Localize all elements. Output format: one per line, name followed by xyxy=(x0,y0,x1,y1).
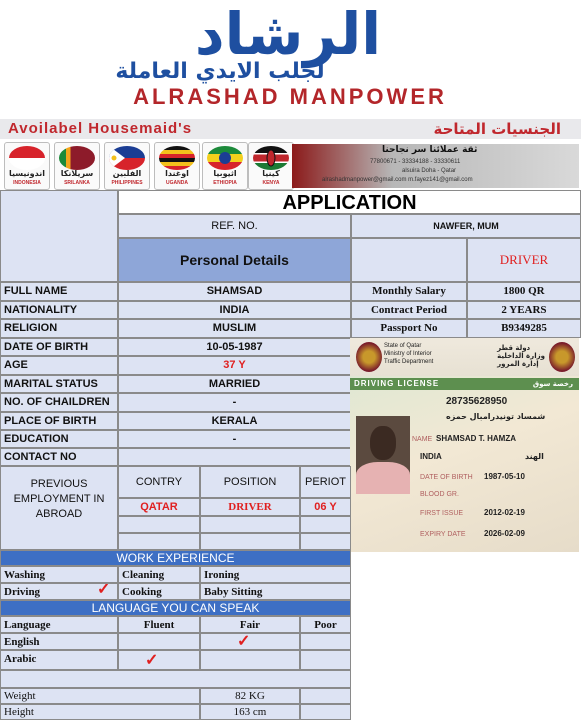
form-empty-corner xyxy=(0,190,118,282)
license-nationality-ar: الهند xyxy=(525,452,544,461)
english-poor-cell xyxy=(300,633,351,650)
education-value: - xyxy=(118,430,351,448)
personal-details-heading: Personal Details xyxy=(118,238,351,282)
arabic-poor-cell xyxy=(300,650,351,670)
work-experience-heading: WORK EXPERIENCE xyxy=(0,550,351,566)
religion-label: RELIGION xyxy=(0,319,118,338)
license-authority-ar xyxy=(497,344,545,368)
age-value: 37 Y xyxy=(118,356,351,375)
license-header xyxy=(350,338,579,376)
flag-label-ar: سريلانكا xyxy=(60,169,94,178)
children-value: - xyxy=(118,393,351,412)
contact-no-value xyxy=(118,448,351,466)
holder-face xyxy=(370,426,396,460)
company-english-name: ALRASHAD MANPOWER xyxy=(133,84,447,109)
ref-no-value: NAWFER, MUM xyxy=(351,214,581,238)
spacer-row xyxy=(0,670,351,688)
contract-label: Contract Period xyxy=(351,301,467,319)
flag-srilanka xyxy=(54,142,100,190)
weight-label: Weight xyxy=(0,688,200,704)
place-of-birth-value: KERALA xyxy=(118,412,351,430)
weight-value: 82 KG xyxy=(200,688,300,704)
education-label: EDUCATION xyxy=(0,430,118,448)
checkmark-icon: ✓ xyxy=(97,583,111,598)
skill-driving-cell xyxy=(0,583,118,600)
srilanka-flag-icon xyxy=(59,146,95,170)
license-birth-label: DATE OF BIRTH xyxy=(420,474,473,481)
driving-license-image xyxy=(350,338,579,552)
flag-label-ar: اندونيسيا xyxy=(8,169,46,178)
skill-baby-sitting: Baby Sitting xyxy=(200,583,351,600)
license-nationality: INDIA xyxy=(420,452,442,461)
flag-philippines xyxy=(104,142,150,190)
skill-cooking: Cooking xyxy=(118,583,200,600)
license-department-ar: إدارة المرور xyxy=(497,360,539,368)
col-period: PERIOT xyxy=(300,466,351,498)
prev-empty-row xyxy=(200,516,300,533)
holder-shirt xyxy=(356,462,410,494)
license-authority-en xyxy=(384,342,433,366)
prev-position-value: DRIVER xyxy=(200,498,300,516)
skill-ironing: Ironing xyxy=(200,566,351,583)
contact-banner xyxy=(292,144,579,188)
col-country: CONTRY xyxy=(118,466,200,498)
col-language: Language xyxy=(0,616,118,633)
height-label: Height xyxy=(0,704,200,720)
arabic-fair-cell xyxy=(200,650,300,670)
flag-label-ar: اوغندا xyxy=(165,169,189,178)
license-band-label-ar: رخصة سوق xyxy=(532,380,573,388)
height-extra xyxy=(300,704,351,720)
flag-ethiopia xyxy=(202,142,248,190)
height-value: 163 cm xyxy=(200,704,300,720)
date-of-birth-label: DATE OF BIRTH xyxy=(0,338,118,356)
place-of-birth-label: PLACE OF BIRTH xyxy=(0,412,118,430)
col-fair: Fair xyxy=(200,616,300,633)
contact-no-label: CONTACT NO xyxy=(0,448,118,466)
flag-kenya xyxy=(248,142,294,190)
flag-label-en: PHILIPPINES xyxy=(111,180,143,186)
arabic-fluent-cell xyxy=(118,650,200,670)
nationality-label: NATIONALITY xyxy=(0,301,118,319)
license-expiry-label: EXPIRY DATE xyxy=(420,531,466,538)
col-position: POSITION xyxy=(200,466,300,498)
license-expiry: 2026-02-09 xyxy=(484,529,525,538)
language-arabic: Arabic xyxy=(0,650,118,670)
flag-label-en: INDONESIA xyxy=(13,180,41,186)
full-name-value: SHAMSAD xyxy=(118,282,351,301)
uganda-flag-icon xyxy=(159,146,195,170)
skill-cleaning: Cleaning xyxy=(118,566,200,583)
license-band-label: DRIVING LICENSE xyxy=(354,379,440,388)
previous-employment-label-cell xyxy=(0,466,118,550)
ref-no-label: REF. NO. xyxy=(118,214,351,238)
weight-extra xyxy=(300,688,351,704)
company-arabic-name: الرشاد xyxy=(194,0,382,68)
license-number: 28735628950 xyxy=(446,396,508,407)
passport-value: B9349285 xyxy=(467,319,581,338)
license-state-ar: دولة قطر xyxy=(497,344,531,352)
ethiopia-flag-icon xyxy=(207,146,243,170)
english-fair-cell xyxy=(200,633,300,650)
banner-emails: alrashadmanpower@gmail.com m.fayez141@gmail.com xyxy=(322,177,473,183)
flag-label-ar: كينيا xyxy=(262,169,280,178)
flag-uganda xyxy=(154,142,200,190)
license-birth: 1987-05-10 xyxy=(484,472,525,481)
license-issue-label: FIRST ISSUE xyxy=(420,510,464,517)
license-blood-label: BLOOD GR. xyxy=(420,491,459,498)
license-name-label: NAME xyxy=(412,436,433,443)
flag-label-en: UGANDA xyxy=(166,180,188,186)
english-fluent-cell xyxy=(118,633,200,650)
kenya-flag-icon xyxy=(253,146,289,170)
company-header xyxy=(0,0,581,140)
prev-empty-row xyxy=(200,533,300,550)
prev-empty-row xyxy=(300,516,351,533)
banner-address: alsuira Doha - Qatar xyxy=(402,168,457,174)
flag-label-ar: الفلبين xyxy=(112,169,142,178)
traffic-emblem-icon xyxy=(549,342,575,372)
prev-empty-row xyxy=(300,533,351,550)
prev-empty-row xyxy=(118,516,200,533)
application-title: APPLICATION xyxy=(118,190,581,214)
prev-country-value: QATAR xyxy=(118,498,200,516)
license-name-ar: شمساد تونيدرامبال حمزه xyxy=(446,412,546,421)
banner-phones: 77800671 - 33334188 - 33330611 xyxy=(370,159,461,165)
license-name-en: SHAMSAD T. HAMZA xyxy=(436,434,516,443)
flag-label-ar: اثيوبيا xyxy=(213,169,237,178)
col-poor: Poor xyxy=(300,616,351,633)
license-issue: 2012-02-19 xyxy=(484,508,525,517)
skill-driving: Driving xyxy=(4,586,41,598)
previous-employment-label: PREVIOUS EMPLOYMENT IN ABROAD xyxy=(13,478,105,520)
flag-label-en: SRILANKA xyxy=(64,180,90,186)
flag-label-en: ETHIOPIA xyxy=(213,180,237,186)
language-heading: LANGUAGE YOU CAN SPEAK xyxy=(0,600,351,616)
marital-status-value: MARRIED xyxy=(118,375,351,393)
flag-label-en: KENYA xyxy=(262,180,280,186)
prev-period-value: 06 Y xyxy=(300,498,351,516)
available-nationalities-bar xyxy=(0,119,581,139)
salary-value: 1800 QR xyxy=(467,282,581,301)
available-label-ar: الجنسيات المتاحة xyxy=(433,120,561,138)
position-spacer xyxy=(351,238,467,282)
philippines-flag-icon xyxy=(109,146,145,170)
flag-indonesia xyxy=(4,142,50,190)
license-ministry: Ministry of Interior xyxy=(384,351,432,357)
nationality-value: INDIA xyxy=(118,301,351,319)
date-of-birth-value: 10-05-1987 xyxy=(118,338,351,356)
license-department: Traffic Department xyxy=(384,359,434,365)
marital-status-label: MARITAL STATUS xyxy=(0,375,118,393)
license-band xyxy=(350,378,579,390)
full-name-label: FULL NAME xyxy=(0,282,118,301)
applied-position: DRIVER xyxy=(467,238,581,282)
indonesia-flag-icon xyxy=(9,146,45,170)
holder-photo xyxy=(356,416,410,494)
checkmark-icon: ✓ xyxy=(145,652,159,669)
available-label-en: Avoilabel Housemaid's xyxy=(8,120,193,137)
company-arabic-subtitle: لجلب الايدي العاملة xyxy=(115,59,325,84)
salary-label: Monthly Salary xyxy=(351,282,467,301)
children-label: NO. OF CHAILDREN xyxy=(0,393,118,412)
col-fluent: Fluent xyxy=(118,616,200,633)
license-ministry-ar: وزارة الداخلية xyxy=(497,352,545,360)
skill-washing: Washing xyxy=(0,566,118,583)
contract-value: 2 YEARS xyxy=(467,301,581,319)
age-label: AGE xyxy=(0,356,118,375)
license-state: State of Qatar xyxy=(384,343,422,349)
banner-slogan: ثقة عملائنا سر نجاحنا xyxy=(382,145,478,155)
prev-empty-row xyxy=(118,533,200,550)
checkmark-icon: ✓ xyxy=(237,633,251,650)
religion-value: MUSLIM xyxy=(118,319,351,338)
passport-label: Passport No xyxy=(351,319,467,338)
language-english: English xyxy=(0,633,118,650)
qatar-emblem-icon xyxy=(356,342,382,372)
